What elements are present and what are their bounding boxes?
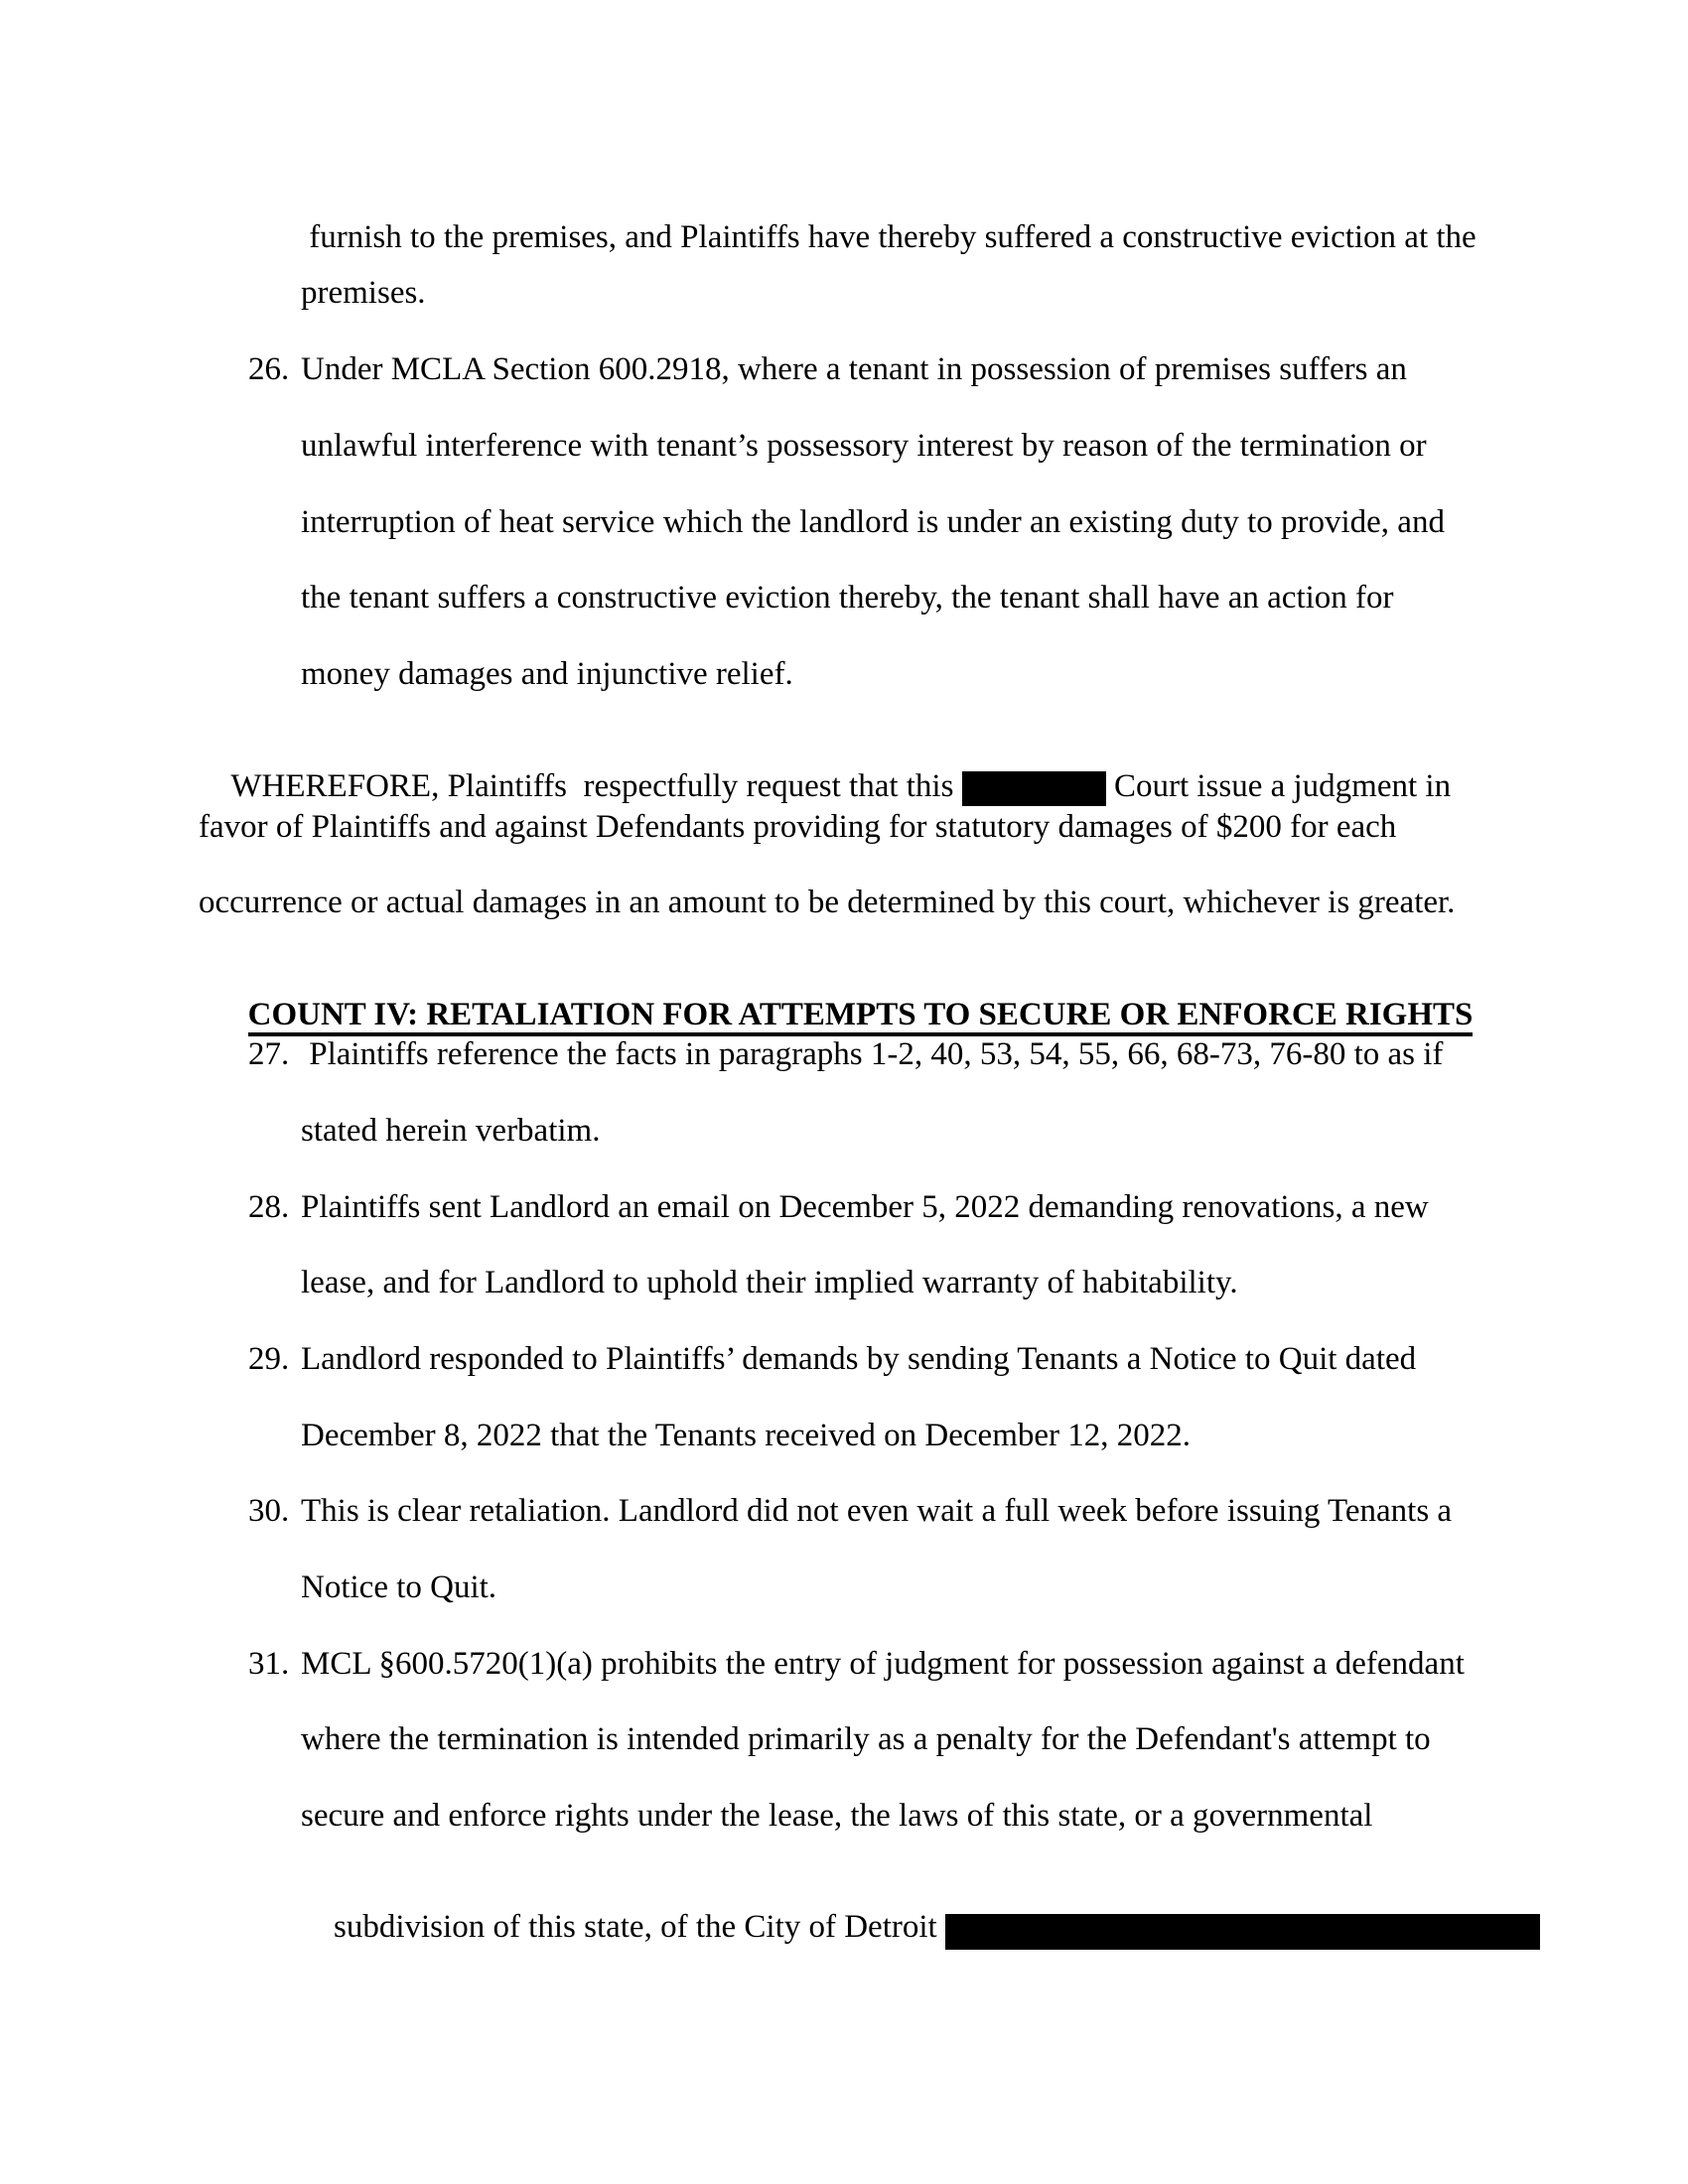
item-28-line-2: lease, and for Landlord to uphold their implied warranty of habitability.: [301, 1265, 1238, 1300]
item-31-line-3: secure and enforce rights under the lease, the laws of this state, or a governmental: [301, 1798, 1373, 1834]
item-31-line-2: where the termination is intended primarily as a penalty for the Defendant's attempt to: [301, 1721, 1431, 1757]
item-27-number: 27.: [248, 1036, 290, 1072]
wherefore-line-2: favor of Plaintiffs and against Defendants providing for statutory damages of $200 for each: [199, 809, 1397, 845]
item-31-line-1: MCL §600.5720(1)(a) prohibits the entry of judgment for possession against a defendant: [301, 1646, 1465, 1682]
item-31-number: 31.: [248, 1646, 290, 1682]
item-27-line-2: stated herein verbatim.: [301, 1113, 601, 1149]
item-26-line-3: interruption of heat service which the landlord is under an existing duty to provide, and: [301, 504, 1445, 540]
item-28-line-1: Plaintiffs sent Landlord an email on December 5, 2022 demanding renovations, a new: [301, 1189, 1429, 1225]
item-26-line-4: the tenant suffers a constructive eviction thereby, the tenant shall have an action for: [301, 580, 1394, 615]
item-29-number: 29.: [248, 1341, 290, 1377]
item-29-line-2: December 8, 2022 that the Tenants received on December 12, 2022.: [301, 1418, 1192, 1453]
item-27-line-1: Plaintiffs reference the facts in paragraphs 1-2, 40, 53, 54, 55, 66, 68-73, 76-80 to as if: [301, 1036, 1444, 1072]
item-30-number: 30.: [248, 1493, 290, 1529]
continuation-line-2: premises.: [301, 275, 426, 311]
count-iv-heading-text: COUNT IV: RETALIATION FOR ATTEMPTS TO SECURE OR ENFORCE RIGHTS: [248, 997, 1474, 1036]
redaction-bar-ordinance: [945, 1914, 1540, 1950]
redaction-bar-court-name: [962, 771, 1106, 806]
item-28-number: 28.: [248, 1189, 290, 1225]
item-26-line-5: money damages and injunctive relief.: [301, 656, 793, 692]
item-30-line-2: Notice to Quit.: [301, 1570, 497, 1605]
item-26-line-1: Under MCLA Section 600.2918, where a tenant in possession of premises suffers an: [301, 351, 1407, 387]
item-31-line-4: [301, 1873, 1540, 1985]
item-26-line-2: unlawful interference with tenant’s possessory interest by reason of the termination or: [301, 428, 1427, 464]
wherefore-text-after-redaction: Court issue a judgment in: [1105, 768, 1452, 804]
item-30-line-1: This is clear retaliation. Landlord did not even wait a full week before issuing Tenants a: [301, 1493, 1453, 1529]
continuation-line-1: furnish to the premises, and Plaintiffs have thereby suffered a constructive eviction at the: [301, 219, 1477, 255]
wherefore-line-3: occurrence or actual damages in an amount to be determined by this court, whichever is greater.: [199, 885, 1456, 920]
wherefore-text-before-redaction: WHEREFORE, Plaintiffs respectfully request that this: [230, 768, 962, 804]
item-31-text-before-redaction: subdivision of this state, of the City of Detroit: [334, 1909, 945, 1945]
item-26-number: 26.: [248, 351, 290, 387]
item-29-line-1: Landlord responded to Plaintiffs’ demands by sending Tenants a Notice to Quit dated: [301, 1341, 1417, 1377]
